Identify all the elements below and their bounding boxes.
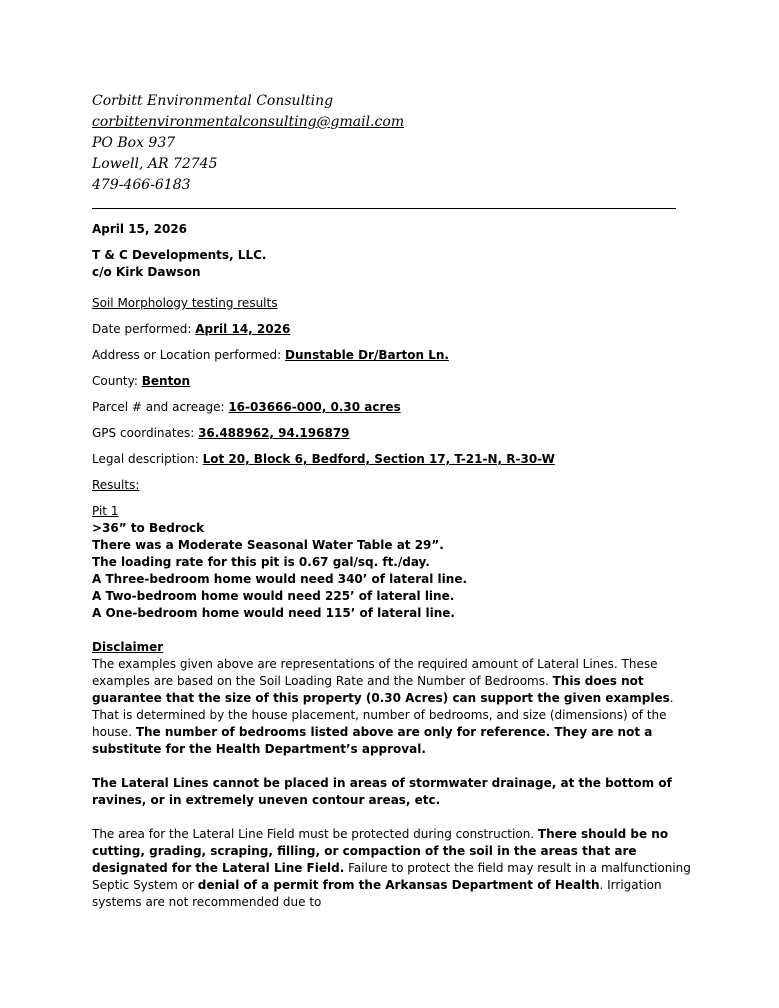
disclaimer-text: Failure to protect the field may result in a malfunctioning Septic System or — [92, 861, 691, 892]
report-fields — [92, 295, 692, 494]
parcel-label: Parcel # and acreage: — [92, 400, 229, 414]
address-row — [92, 347, 692, 364]
addressee-contact: c/o Kirk Dawson — [92, 265, 201, 279]
results-label: Results: — [92, 478, 140, 492]
phone-number: 479-466-6183 — [92, 177, 191, 193]
city-state-zip: Lowell, AR 72745 — [92, 156, 218, 172]
pit-line: A Two-bedroom home would need 225’ of lateral line. — [92, 589, 455, 603]
letterhead — [92, 91, 404, 196]
disclaimer-paragraph-2: The Lateral Lines cannot be placed in areas of stormwater drainage, at the bottom of ravines, or in extremely uneven contour areas, etc. — [92, 776, 672, 807]
gps-label: GPS coordinates: — [92, 426, 199, 440]
email-link[interactable]: corbittenvironmentalconsulting@gmail.com — [92, 114, 405, 130]
address-value: Dunstable Dr/Barton Ln. — [285, 348, 449, 362]
disclaimer-paragraph-3 — [92, 826, 692, 911]
disclaimer-emphasis: This does not guarantee that the size of this property (0.30 Acres) can support the given examples — [92, 674, 670, 705]
date-performed-row — [92, 321, 692, 338]
parcel-value: 16-03666-000, 0.30 acres — [228, 400, 401, 414]
county-label: County: — [92, 374, 142, 388]
disclaimer-emphasis: denial of a permit from the Arkansas Department of Health — [197, 878, 600, 892]
disclaimer-text: . Irrigation systems are not recommended due to — [92, 878, 662, 909]
addressee-company: T & C Developments, LLC. — [92, 248, 267, 262]
legal-description-value: Lot 20, Block 6, Bedford, Section 17, T-21-N, R-30-W — [202, 452, 555, 466]
disclaimer-text: The area for the Lateral Line Field must be protected during construction. — [92, 827, 538, 841]
disclaimer-text: . That is determined by the house placement, number of bedrooms, and size (dimensions) of the house. — [92, 691, 674, 739]
pit-title: Pit 1 — [92, 504, 119, 518]
disclaimer-text: The examples given above are representations of the required amount of Lateral Lines. These examples are based on the Soil Loading Rate and the Number of Bedrooms. — [92, 657, 658, 688]
pit-line: A One-bedroom home would need 115’ of lateral line. — [92, 606, 455, 620]
date-performed-value: April 14, 2026 — [195, 322, 291, 336]
pit-line: The loading rate for this pit is 0.67 gal/sq. ft./day. — [92, 555, 430, 569]
gps-value: 36.488962, 94.196879 — [198, 426, 350, 440]
gps-row — [92, 425, 692, 442]
pit-line: There was a Moderate Seasonal Water Table at 29”. — [92, 538, 444, 552]
header-divider — [92, 208, 676, 209]
date-performed-label: Date performed: — [92, 322, 196, 336]
pit-line: >36” to Bedrock — [92, 521, 205, 535]
disclaimer-title: Disclaimer — [92, 640, 164, 654]
disclaimer-paragraph-1 — [92, 656, 692, 758]
pit-line: A Three-bedroom home would need 340’ of lateral line. — [92, 572, 468, 586]
disclaimer-emphasis: The number of bedrooms listed above are only for reference. They are not a substitute for the Health Department’s approval. — [92, 725, 653, 756]
po-box: PO Box 937 — [92, 135, 176, 151]
legal-description-label: Legal description: — [92, 452, 203, 466]
disclaimer-emphasis: There should be no cutting, grading, scraping, filling, or compaction of the soil in the areas that are designated for the Lateral Line Field. — [92, 827, 669, 875]
legal-description-row — [92, 451, 692, 468]
letter-date: April 15, 2026 — [92, 222, 188, 236]
pit-section — [92, 503, 692, 622]
addressee — [92, 247, 692, 281]
county-row — [92, 373, 692, 390]
company-name: Corbitt Environmental Consulting — [92, 93, 334, 109]
parcel-row — [92, 399, 692, 416]
address-label: Address or Location performed: — [92, 348, 286, 362]
letter-body — [92, 221, 692, 911]
county-value: Benton — [141, 374, 191, 388]
report-title: Soil Morphology testing results — [92, 296, 278, 310]
